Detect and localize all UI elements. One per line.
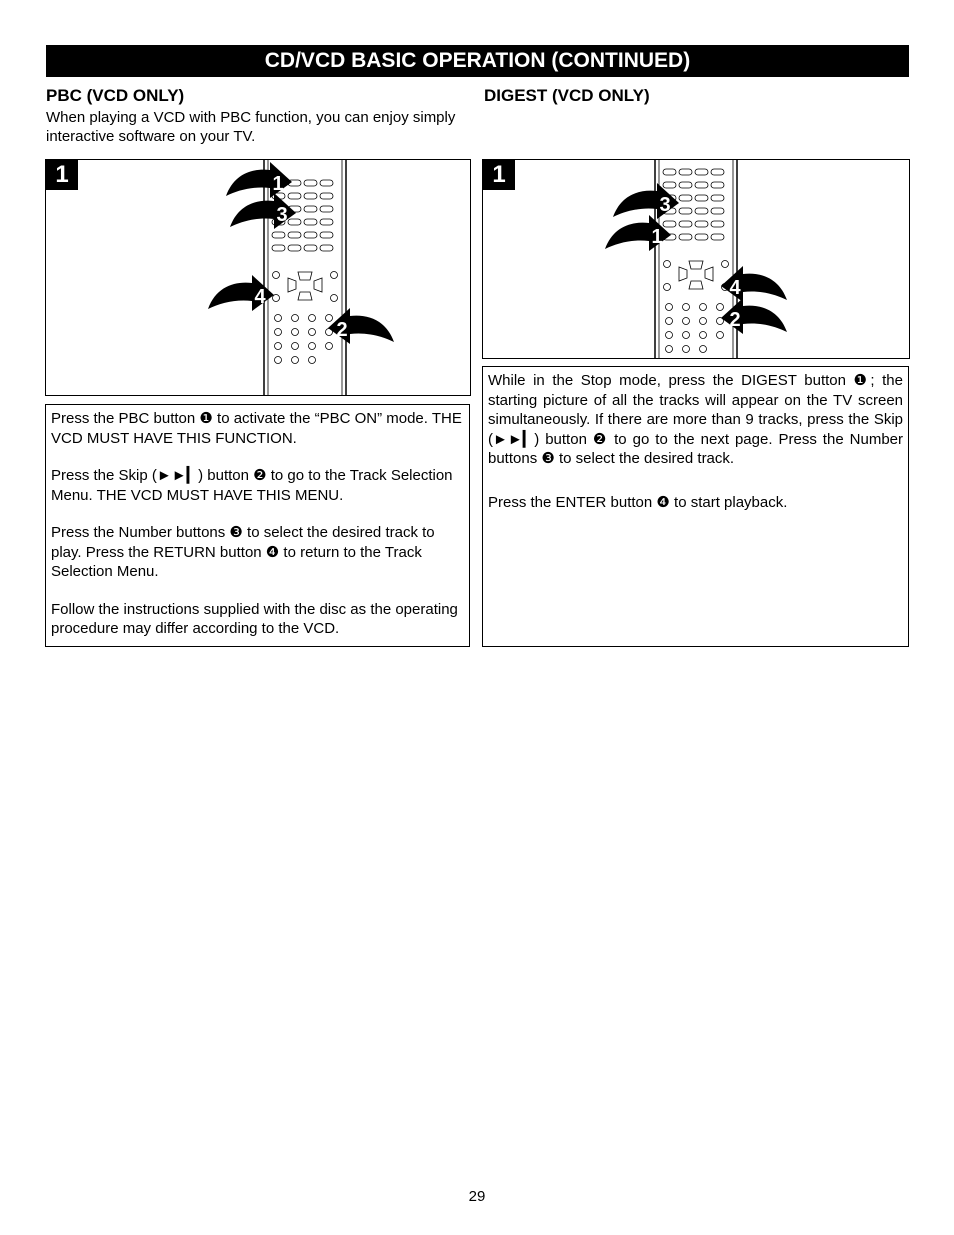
remote-key (320, 232, 333, 238)
remote-key (664, 261, 671, 268)
pbc-intro: When playing a VCD with PBC function, you can enjoy simply interactive software on your TV. (46, 109, 456, 145)
remote-key (309, 315, 316, 322)
remote-key (711, 182, 724, 188)
remote-key (679, 208, 692, 214)
remote-key (717, 304, 724, 311)
remote-key (711, 169, 724, 175)
remote-key (304, 232, 317, 238)
remote-key (700, 346, 707, 353)
digest-instructions (482, 366, 909, 647)
remote-key (700, 318, 707, 325)
callout-number: 4 (729, 277, 741, 299)
remote-key (320, 245, 333, 251)
callout-number: 3 (276, 204, 288, 226)
remote-key (273, 272, 280, 279)
remote-key (326, 343, 333, 350)
remote-key (695, 234, 708, 240)
remote-key (275, 329, 282, 336)
remote-control-illustration (483, 160, 909, 358)
remote-key (292, 329, 299, 336)
page-number: 29 (468, 1188, 486, 1205)
nav-down-key (298, 292, 312, 300)
pbc-note-text: Follow the instructions supplied with the disc as the operating procedure may differ according to the VCD. (51, 600, 458, 637)
remote-key (304, 206, 317, 212)
remote-key (679, 195, 692, 201)
nav-up-key (689, 261, 703, 269)
remote-key (663, 169, 676, 175)
callout-number: 1 (651, 226, 663, 248)
remote-key (679, 234, 692, 240)
remote-key (288, 193, 301, 199)
nav-left-key (288, 278, 296, 292)
remote-key (272, 232, 285, 238)
remote-body (655, 160, 737, 358)
remote-key (304, 193, 317, 199)
remote-key (320, 206, 333, 212)
remote-key (717, 332, 724, 339)
remote-key (288, 245, 301, 251)
pbc-heading: PBC (VCD ONLY) (46, 86, 185, 105)
remote-key (273, 295, 280, 302)
nav-left-key (679, 267, 687, 281)
callout-number: 3 (659, 194, 671, 216)
remote-key (679, 182, 692, 188)
remote-key (683, 332, 690, 339)
remote-key (304, 180, 317, 186)
step-badge: 1 (483, 160, 515, 190)
remote-key (663, 221, 676, 227)
nav-up-key (298, 272, 312, 280)
remote-key (304, 219, 317, 225)
remote-key (666, 332, 673, 339)
step-badge: 1 (46, 160, 78, 190)
remote-key (309, 329, 316, 336)
remote-key (663, 182, 676, 188)
pbc-step-3-text: Press the Number buttons ❸ to select the desired track to play. Press the RETURN button ❹ to return to the Track Selection Menu. (51, 524, 435, 580)
nav-right-key (314, 278, 322, 292)
digest-heading: DIGEST (VCD ONLY) (484, 86, 650, 105)
remote-key (288, 232, 301, 238)
remote-key (683, 304, 690, 311)
remote-key (331, 295, 338, 302)
remote-key (695, 195, 708, 201)
remote-key (288, 219, 301, 225)
remote-key (272, 245, 285, 251)
digest-step-4-text: Press the ENTER button ❹ to start playback. (488, 493, 788, 511)
remote-key (695, 182, 708, 188)
callout-number: 4 (254, 286, 266, 308)
remote-key (711, 195, 724, 201)
remote-key (275, 357, 282, 364)
callout-number: 2 (729, 309, 741, 331)
nav-down-key (689, 281, 703, 289)
remote-key (320, 193, 333, 199)
remote-key (292, 343, 299, 350)
pbc-step-2-text: Press the Skip (►►▎) button ❷ to go to the Track Selection Menu. THE VCD MUST HAVE THIS MENU. (51, 467, 453, 504)
remote-key (679, 169, 692, 175)
remote-key (666, 304, 673, 311)
remote-key (711, 208, 724, 214)
digest-illustration (482, 159, 910, 359)
remote-key (275, 315, 282, 322)
remote-key (320, 219, 333, 225)
remote-key (320, 180, 333, 186)
remote-key (695, 169, 708, 175)
remote-key (695, 221, 708, 227)
remote-key (695, 208, 708, 214)
remote-key (700, 304, 707, 311)
pbc-illustration (45, 159, 471, 396)
remote-key (666, 318, 673, 325)
page-banner: CD/VCD BASIC OPERATION (CONTINUED) (46, 45, 909, 77)
remote-key (711, 234, 724, 240)
digest-step-1-text: While in the Stop mode, press the DIGEST button ❶; the starting picture of all the tracks will appear on the TV screen simultaneously. If there are more than 9 tracks, press the Skip (►►▎) button ❷ to go to the next page. Press the Number buttons ❸ to select the desired track. (488, 372, 903, 467)
remote-key (700, 332, 707, 339)
callout-number: 2 (336, 319, 348, 341)
remote-key (683, 346, 690, 353)
pbc-instructions (45, 404, 470, 647)
remote-key (275, 343, 282, 350)
callout-number: 1 (272, 173, 284, 195)
pbc-step-1-text: Press the PBC button ❶ to activate the “PBC ON” mode. THE VCD MUST HAVE THIS FUNCTION. (51, 410, 462, 447)
remote-key (711, 221, 724, 227)
remote-key (326, 315, 333, 322)
nav-right-key (705, 267, 713, 281)
remote-key (679, 221, 692, 227)
remote-control-illustration (46, 160, 470, 395)
remote-edge (659, 160, 733, 358)
remote-key (331, 272, 338, 279)
remote-key (292, 357, 299, 364)
remote-key (722, 261, 729, 268)
remote-key (664, 284, 671, 291)
remote-key (309, 357, 316, 364)
remote-key (683, 318, 690, 325)
remote-key (292, 315, 299, 322)
remote-key (309, 343, 316, 350)
remote-key (666, 346, 673, 353)
remote-key (304, 245, 317, 251)
